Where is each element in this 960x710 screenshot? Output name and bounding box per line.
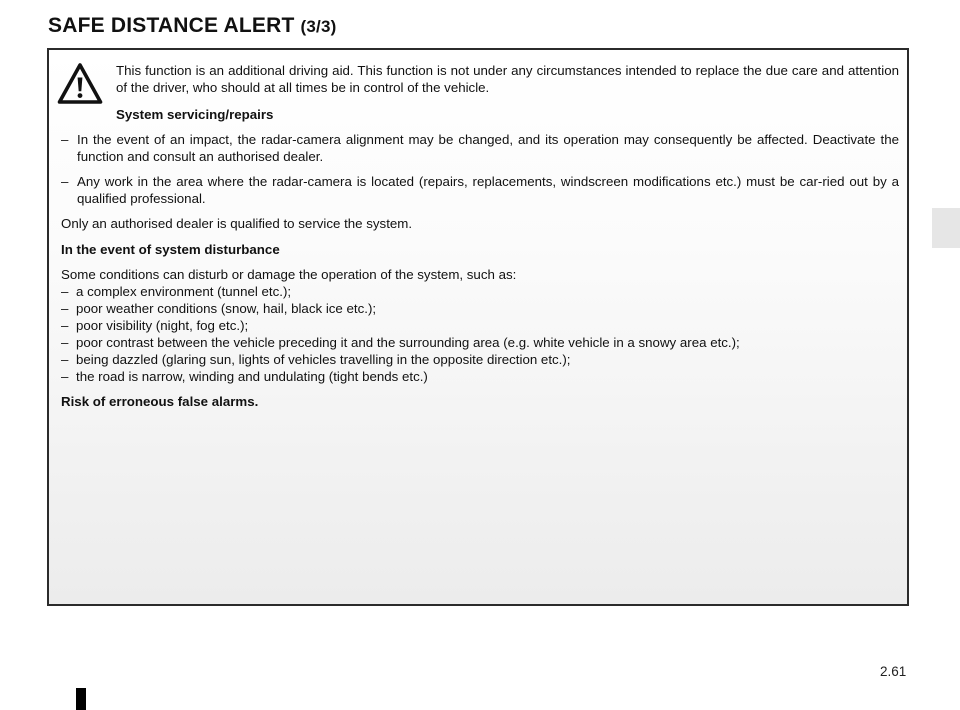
page-title-main: SAFE DISTANCE ALERT (48, 14, 295, 37)
page-title-suffix: (3/3) (300, 17, 337, 36)
disturbance-heading: In the event of system disturbance (61, 242, 280, 257)
page-number: 2.61 (880, 664, 907, 679)
list-item: – poor weather conditions (snow, hail, black ice etc.); (61, 301, 377, 316)
list-item: – a complex environment (tunnel etc.); (61, 284, 292, 299)
section-tab (932, 208, 960, 248)
corner-mark (76, 688, 86, 710)
list-item-text: Any work in the area where the radar-camera is located (repairs, replacements, windscreen modifications etc.) must be car-ried out by a qualified professional. (77, 174, 899, 206)
warning-box-content (61, 62, 899, 410)
intro-paragraph: This function is an additional driving aid. This function is not under any circumstances intended to replace the due care and attention of the driver, who should at all times be in control of the vehicle. (116, 63, 899, 95)
page-title (48, 14, 337, 38)
list-item-text: being dazzled (glaring sun, lights of vehicles travelling in the opposite direction etc.); (76, 352, 571, 367)
list-item-text: poor visibility (night, fog etc.); (76, 318, 249, 333)
list-item-text: In the event of an impact, the radar-camera alignment may be changed, and its operation may consequently be affected. Deactivate the function and consult an authorised dealer. (77, 132, 899, 164)
warning-box (47, 48, 909, 606)
list-item: – In the event of an impact, the radar-camera alignment may be changed, and its operation may consequently be affected. Deactivate the function and consult an authorised dealer. (61, 132, 899, 164)
dealer-note: Only an authorised dealer is qualified to service the system. (61, 216, 413, 231)
list-item-text: a complex environment (tunnel etc.); (76, 284, 292, 299)
servicing-list (61, 131, 899, 207)
list-item-text: the road is narrow, winding and undulating (tight bends etc.) (76, 369, 428, 384)
list-item: – the road is narrow, winding and undulating (tight bends etc.) (61, 369, 428, 384)
list-item-text: poor weather conditions (snow, hail, black ice etc.); (76, 301, 377, 316)
list-item: – being dazzled (glaring sun, lights of vehicles travelling in the opposite direction etc.); (61, 352, 571, 367)
disturbance-list (61, 283, 899, 385)
list-item: – Any work in the area where the radar-camera is located (repairs, replacements, windscreen modifications etc.) must be car-ried out by a qualified professional. (61, 174, 899, 206)
list-item-text: poor contrast between the vehicle preceding it and the surrounding area (e.g. white vehicle in a snowy area etc.); (76, 335, 740, 350)
disturbance-intro: Some conditions can disturb or damage the operation of the system, such as: (61, 267, 517, 282)
false-alarm-note: Risk of erroneous false alarms. (61, 394, 259, 409)
list-item: – poor visibility (night, fog etc.); (61, 318, 249, 333)
servicing-heading: System servicing/repairs (116, 107, 274, 122)
list-item: – poor contrast between the vehicle preceding it and the surrounding area (e.g. white vehicle in a snowy area etc.); (61, 335, 740, 350)
